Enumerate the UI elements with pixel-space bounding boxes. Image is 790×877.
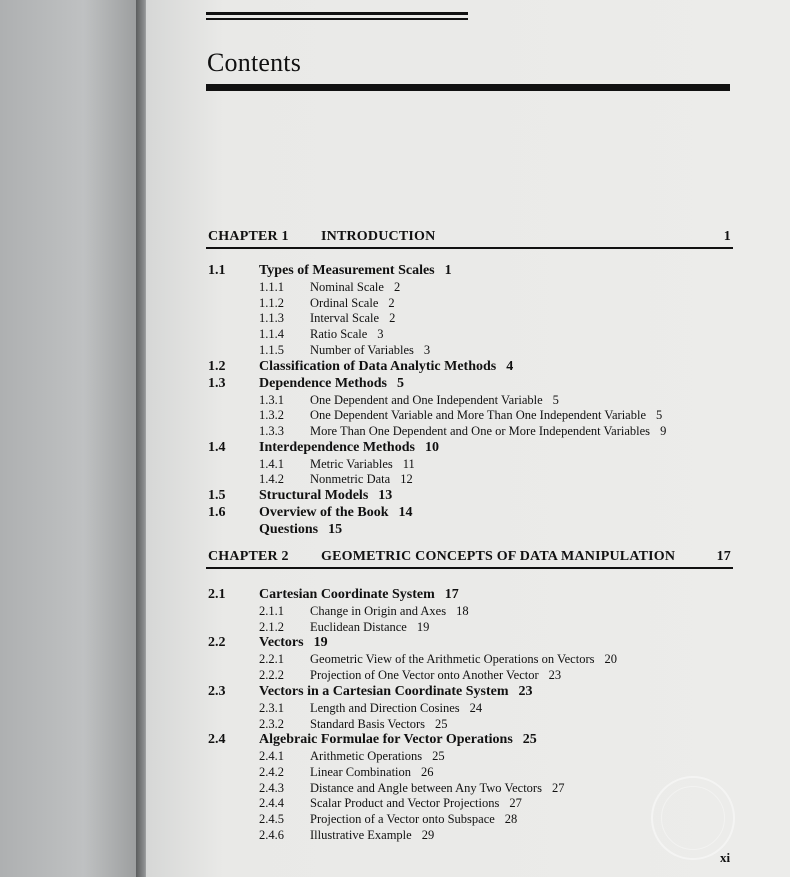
subsection-title: Interval Scale xyxy=(310,311,380,326)
subsection-page: 20 xyxy=(604,652,617,667)
section-entry xyxy=(259,263,452,279)
title-rule xyxy=(206,84,730,91)
chapter-title: INTRODUCTION xyxy=(321,229,436,244)
section-number: 1.2 xyxy=(208,358,226,374)
subsection-number: 2.3.2 xyxy=(259,716,284,731)
chapter-title: GEOMETRIC CONCEPTS OF DATA MANIPULATION xyxy=(321,549,676,564)
section-entry xyxy=(259,488,392,504)
subsection-number: 2.1.1 xyxy=(259,604,284,618)
subsection-page: 18 xyxy=(456,604,469,618)
section-entry xyxy=(259,440,439,456)
subsection-title: Metric Variables xyxy=(310,456,393,471)
section-entry xyxy=(259,684,533,700)
subsection-number: 1.1.2 xyxy=(259,295,284,310)
section-title: Interdependence Methods xyxy=(259,439,415,455)
section-title: Overview of the Book xyxy=(259,505,389,520)
section-number: 2.3 xyxy=(208,683,226,699)
subsection-title: Ratio Scale xyxy=(310,327,368,342)
subsection-entry xyxy=(310,668,561,683)
section-page: 23 xyxy=(518,683,533,699)
subsection-page: 29 xyxy=(421,827,435,842)
subsection-page: 12 xyxy=(400,472,413,487)
section-page: 1 xyxy=(444,263,452,278)
subsection-number: 2.4.5 xyxy=(259,812,284,826)
subsection-page: 26 xyxy=(421,764,434,779)
section-entry xyxy=(259,505,412,521)
section-title: Questions xyxy=(259,522,319,537)
section-number: 1.1 xyxy=(208,263,226,278)
subsection-page: 5 xyxy=(656,408,663,423)
page-title: Contents xyxy=(207,48,302,77)
page-folio: xi xyxy=(720,850,731,865)
top-rule xyxy=(206,12,468,15)
section-page: 25 xyxy=(522,732,537,748)
subsection-number: 2.4.4 xyxy=(259,796,284,811)
section-number: 2.1 xyxy=(208,587,226,602)
subsection-number: 1.3.2 xyxy=(259,408,284,423)
subsection-title: Change in Origin and Axes xyxy=(310,604,447,618)
section-title: Structural Models xyxy=(259,488,369,503)
subsection-title: Euclidean Distance xyxy=(310,619,407,634)
subsection-entry xyxy=(310,828,434,843)
section-title: Types of Measurement Scales xyxy=(259,263,435,278)
subsection-page: 2 xyxy=(388,295,395,310)
section-number: 1.3 xyxy=(208,375,226,391)
subsection-page: 9 xyxy=(660,423,667,438)
subsection-number: 1.1.3 xyxy=(259,311,284,326)
subsection-title: More Than One Dependent and One or More Independent Variables xyxy=(310,423,651,438)
subsection-entry xyxy=(310,781,564,796)
section-title: Dependence Methods xyxy=(259,375,387,391)
subsection-page: 2 xyxy=(393,280,401,294)
section-entry xyxy=(259,522,342,538)
subsection-number: 1.4.1 xyxy=(259,456,284,471)
section-title: Cartesian Coordinate System xyxy=(259,587,435,602)
subsection-number: 1.1.1 xyxy=(259,280,284,294)
subsection-title: One Dependent and One Independent Variable xyxy=(310,392,543,407)
subsection-page: 23 xyxy=(548,668,562,683)
subsection-title: Nominal Scale xyxy=(310,280,384,294)
subsection-number: 1.1.4 xyxy=(259,327,284,342)
chapter-page: 17 xyxy=(716,549,731,564)
subsection-page: 11 xyxy=(402,456,415,471)
subsection-entry xyxy=(310,393,559,408)
section-number: 1.6 xyxy=(208,505,226,520)
subsection-entry xyxy=(310,749,445,764)
subsection-title: One Dependent Variable and More Than One Independent Variable xyxy=(310,408,646,423)
subsection-entry xyxy=(310,408,662,423)
subsection-entry xyxy=(310,296,395,311)
subsection-page: 5 xyxy=(552,392,559,407)
subsection-entry xyxy=(310,472,413,487)
subsection-number: 2.4.3 xyxy=(259,780,284,795)
section-page: 15 xyxy=(328,522,343,537)
subsection-number: 2.4.1 xyxy=(259,749,284,764)
subsection-page: 28 xyxy=(504,812,518,826)
chapter-rule xyxy=(206,567,733,569)
subsection-page: 2 xyxy=(389,311,396,326)
subsection-title: Projection of a Vector onto Subspace xyxy=(310,812,495,826)
subsection-entry xyxy=(310,812,517,827)
subsection-page: 27 xyxy=(509,796,522,811)
section-title: Vectors xyxy=(259,635,304,651)
section-page: 4 xyxy=(506,358,514,374)
facing-page xyxy=(0,0,140,877)
section-page: 19 xyxy=(313,635,328,651)
subsection-entry xyxy=(310,765,434,780)
subsection-page: 3 xyxy=(377,327,384,342)
subsection-number: 1.3.3 xyxy=(259,423,284,438)
subsection-title: Linear Combination xyxy=(310,764,412,779)
section-entry xyxy=(259,635,328,651)
section-page: 10 xyxy=(424,439,439,455)
subsection-number: 2.2.1 xyxy=(259,652,284,667)
subsection-number: 2.3.1 xyxy=(259,700,284,715)
subsection-entry xyxy=(310,701,482,716)
subsection-entry xyxy=(310,604,469,619)
subsection-page: 25 xyxy=(432,749,445,764)
chapter-label: CHAPTER 1 xyxy=(208,229,289,244)
subsection-entry xyxy=(310,796,522,811)
subsection-entry xyxy=(310,652,617,667)
subsection-title: Projection of One Vector onto Another Vector xyxy=(310,668,539,683)
subsection-entry xyxy=(310,280,400,295)
section-title: Classification of Data Analytic Methods xyxy=(259,358,497,374)
contents-page xyxy=(146,0,790,877)
section-entry xyxy=(259,732,537,748)
subsection-title: Length and Direction Cosines xyxy=(310,700,460,715)
section-title: Vectors in a Cartesian Coordinate System xyxy=(259,683,509,699)
section-number: 2.4 xyxy=(208,732,226,748)
subsection-page: 19 xyxy=(416,619,430,634)
subsection-entry xyxy=(310,717,448,732)
subsection-number: 1.4.2 xyxy=(259,472,284,487)
subsection-page: 24 xyxy=(469,700,483,715)
subsection-number: 2.2.2 xyxy=(259,668,284,683)
section-number: 1.4 xyxy=(208,439,226,455)
subsection-number: 2.4.6 xyxy=(259,827,284,842)
subsection-number: 1.1.5 xyxy=(259,342,284,357)
subsection-entry xyxy=(310,343,430,358)
subsection-title: Arithmetic Operations xyxy=(310,749,423,764)
section-entry xyxy=(259,359,513,375)
subsection-number: 2.4.2 xyxy=(259,764,284,779)
chapter-rule xyxy=(206,247,733,249)
section-page: 17 xyxy=(444,587,459,602)
subsection-page: 25 xyxy=(435,716,448,731)
subsection-title: Illustrative Example xyxy=(310,827,412,842)
chapter-label: CHAPTER 2 xyxy=(208,549,289,564)
subsection-title: Distance and Angle between Any Two Vectors xyxy=(310,780,542,795)
subsection-title: Number of Variables xyxy=(310,342,414,357)
subsection-entry xyxy=(310,327,384,342)
subsection-entry xyxy=(310,457,415,472)
section-entry xyxy=(259,376,404,392)
section-entry xyxy=(259,587,459,603)
subsection-number: 1.3.1 xyxy=(259,392,284,407)
subsection-entry xyxy=(310,424,666,439)
section-page: 5 xyxy=(396,375,404,391)
subsection-title: Geometric View of the Arithmetic Operations on Vectors xyxy=(310,652,595,667)
section-number: 1.5 xyxy=(208,488,226,503)
section-number: 2.2 xyxy=(208,635,226,651)
subsection-page: 3 xyxy=(423,342,431,357)
chapter-page: 1 xyxy=(723,229,731,244)
subsection-entry xyxy=(310,620,429,635)
top-rule-lower xyxy=(206,18,468,20)
section-title: Algebraic Formulae for Vector Operations xyxy=(259,732,513,748)
section-page: 14 xyxy=(398,505,413,520)
subsection-title: Scalar Product and Vector Projections xyxy=(310,796,500,811)
section-page: 13 xyxy=(378,488,393,503)
facing-page-bleed xyxy=(0,0,140,877)
subsection-number: 2.1.2 xyxy=(259,619,284,634)
subsection-title: Standard Basis Vectors xyxy=(310,716,426,731)
subsection-entry xyxy=(310,311,395,326)
subsection-title: Nonmetric Data xyxy=(310,472,391,487)
seller-watermark-seal xyxy=(651,776,735,860)
subsection-title: Ordinal Scale xyxy=(310,295,379,310)
subsection-page: 27 xyxy=(551,780,565,795)
